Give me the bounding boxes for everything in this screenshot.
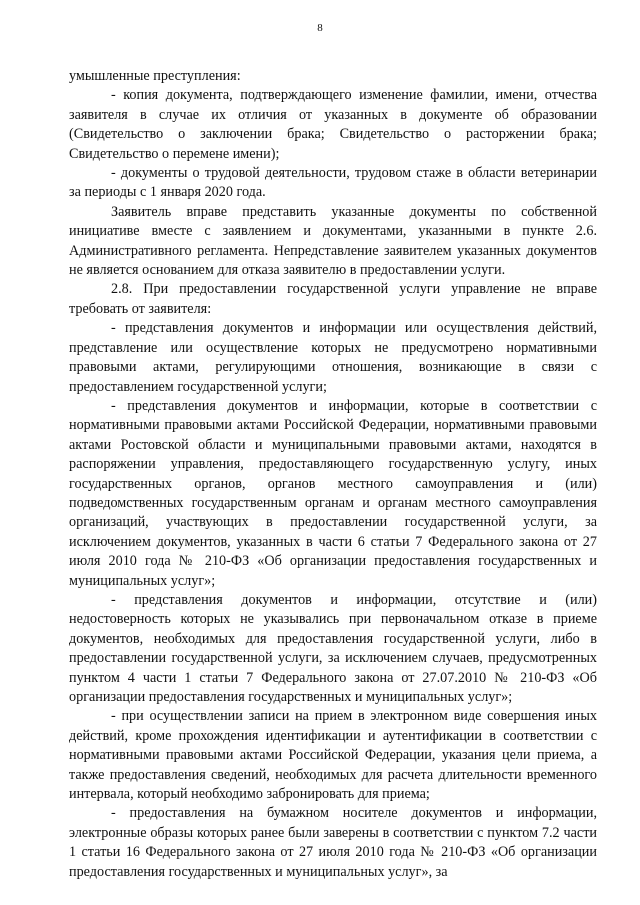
paragraph-item-documents-in-possession: - представления документов и информации, которые в соответствии с нормативными правовыми актами Российской Федерации, нормативными правовыми актами Ростовской области и муниципальными правовыми актами, находятся в распоряжении управления, предоставляющего государственную услугу, иных государственных органов, органов местного самоуправления и (или) подведомственных государственным органам и органам местного самоуправления организаций, участвующих в предоставлении государственной услуги, за исключением документов, указанных в части 6 статьи 7 Федерального закона от 27 июля 2010 года № 210-ФЗ «Об организации предоставления государственных и муниципальных услуг»; [69, 397, 597, 589]
paragraph-section-2-8: 2.8. При предоставлении государственной услуги управление не вправе требовать от заявителя: [69, 281, 597, 317]
paragraph-item-actions: - представления документов и информации или осуществления действий, представление или осуществление которых не предусмотрено нормативными правовыми актами, регулирующими отношения, возникающие в связи с предоставлением государственной услуги; [69, 320, 597, 395]
paragraph-continuation: умышленные преступления: [69, 68, 241, 84]
page-number: 8 [317, 22, 323, 34]
paragraph-item-electronic-appointment: - при осуществлении записи на прием в электронном виде совершения иных действий, кроме прохождения идентификации и аутентификации в соответствии с нормативными правовыми актами Российской Федерации, указания цели приема, а также предоставления сведений, необходимых для расчета длительности временного интервала, который необходимо забронировать для приема; [69, 708, 597, 803]
paragraph-item-initial-refusal: - представления документов и информации, отсутствие и (или) недостоверность которых не указывались при первоначальном отказе в приеме документов, необходимых для предоставления государственной услуги, либо в предоставлении государственной услуги, за исключением случаев, предусмотренных пунктом 4 части 1 статьи 7 Федерального закона от 27.07.2010 № 210-ФЗ «Об организации предоставления государственных и муниципальных услуг»; [69, 591, 597, 705]
document-body [69, 67, 597, 882]
paragraph-item-paper-documents: - предоставления на бумажном носителе документов и информации, электронные образы которых ранее были заверены в соответствии с пунктом 7.2 части 1 статьи 16 Федерального закона от 27 июля 2010 года № 210-ФЗ «Об организации предоставления государственных и муниципальных услуг», за [69, 805, 597, 880]
paragraph-surname-change-copy: - копия документа, подтверждающего изменение фамилии, имени, отчества заявителя в случае их отличия от указанных в документе об образовании (Свидетельство о заключении брака; Свидетельство о расторжении брака; Свидетельство о перемене имени); [69, 87, 597, 162]
paragraph-applicant-right: Заявитель вправе представить указанные документы по собственной инициативе вместе с заявлением и документами, указанными в пункте 2.6. Административного регламента. Непредставление заявителем указанных документов не является основанием для отказа заявителю в предоставлении услуги. [69, 203, 597, 279]
paragraph-work-documents: - документы о трудовой деятельности, трудовом стаже в области ветеринарии за периоды с 1 января 2020 года. [69, 165, 597, 201]
